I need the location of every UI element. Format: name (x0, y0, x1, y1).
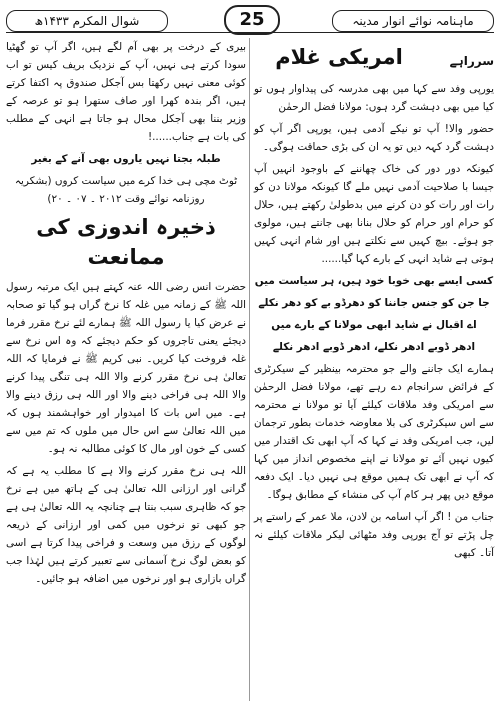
paragraph: یورپی وفد سے کہا میں بھی مدرسہ کی پیداوار ہوں تو کیا میں بھی دہشت گرد ہوں: مولانا فضل الرحمٰن (254, 83, 494, 113)
left-column (6, 38, 246, 701)
paragraph: حضور والا! آپ تو نیکے آدمی ہیں، یورپی اگر آپ کو دہشت گرد کہہ دیں تو یہ ان کی بڑی حماقت ہوگی۔ (254, 123, 494, 153)
paragraph: ہمارے ایک جاننے والے جو محترمہ بینظیر کے سیکرٹری کے فرائض سرانجام دے رہے تھے، مولانا فضل الرحمٰن سے امریکی وفد ملاقات کیلئے آیا تو مولانا نے محترمہ سے اس سیکرٹری کی بلا معاوضہ خدمات بطور ترجمان لیں، جب امریکی وفد نے کہا کہ آپ ابھی تک اقتدار میں کیوں نہیں آئے تو مولانا نے اپنے مخصوص انداز میں کہا کہ آپ نے ابھی تک ہمیں موقع ہی نہیں دیا۔ ایک دفعہ موقع دیں پھر ہر کام آپ کی منشاء کے مطابق ہوگا۔ (254, 363, 494, 501)
source-credit: ٹوٹ مچی ہی خدا کرے میں سیاست کروں (بشکریہ روزنامہ نوائے وقت ۲۰۱۲ ۔ ۰۷ ۔ ۲۰) (14, 175, 238, 205)
magazine-name: ماہنامہ نوائے انوار مدینہ (332, 10, 494, 32)
page-header (6, 4, 494, 34)
column-tag: سرراہے (449, 54, 494, 68)
right-column (254, 38, 494, 701)
verse-line: کسی ایسے بھی خوبا خود ہیں، ہر سیاست میں (254, 275, 494, 287)
article-title: امریکی غلام (275, 45, 403, 69)
paragraph: اللہ ہی نرخ مقرر کرنے والا ہے کا مطلب یہ ہے کہ گرانی اور ارزانی اللہ تعالیٰ ہی کے ہاتھ میں ہے نرخ جو کہ ظاہری سبب بنتا ہے چنانچہ یہ اللہ تعالیٰ ہی ہے جو کبھی تو نرخوں میں کمی اور ارزانی کے ذریعہ لوگوں کے رزق میں وسعت و فراخی پیدا کرتا ہے اسی کو بعض لوگ نرخ آسمانی سے تعبیر کرتے ہیں لہٰذا جب گراں بازاری ہو اور نرخوں میں اضافہ ہو جائیں۔ (6, 465, 246, 585)
paragraph: بیری کے درخت پر بھی آم لگے ہیں، اگر آپ تو گھٹیا سودا کرتے ہی نہیں، آپ کے نزدیک بریف کیس تو اب کوئی معنی نہیں رکھتا بس آجکل صندوق پہ اکتفا کرتے ہیں، اگر بندہ کھرا اور صاف ستھرا ہو تو عرصہ کے وزیر بننا بھی آجکل محال ہو جاتا ہے انہی کے مطلب کی بات ہے جناب......! (6, 41, 246, 143)
paragraph: حضرت انس رضی اللہ عنہ کہتے ہیں ایک مرتبہ رسول اللہ ﷺ کے زمانہ میں غلہ کا نرخ گراں ہو گیا تو صحابہ نے عرض کیا یا رسول اللہ ﷺ ہمارے لئے نرخ مقرر فرما دیجئے یعنی تاجروں کو حکم دیجئے کہ وہ اس نرخ سے غلہ فروخت کیا کریں۔ نبی کریم ﷺ نے فرمایا کہ اللہ تعالیٰ ہی نرخ مقرر کرنے والا اللہ ہی تنگی پیدا کرنے والا اللہ ہی فراخی دینے والا اور اللہ ہی رزق دینے والا ہے۔ میں اس بات کا امیدوار اور خواہشمند ہوں کہ میں اللہ تعالیٰ سے اس حال میں ملوں کہ تم میں سے کسی کے خون اور مال کا کوئی مطالبہ نہ ہو۔ (6, 281, 246, 455)
header-rule (6, 32, 494, 33)
verse-line: اے اقبال نے شاید ابھی مولانا کے بارے میں (271, 319, 477, 331)
paragraph: جناب من ! اگر آپ اسامہ بن لادن، ملا عمر کے راستے پر چل پڑتے تو آج یورپی وفد مٹھائی لیکر ملاقات کیلئے نہ آتا۔ کبھی (254, 511, 494, 559)
column-divider (249, 38, 250, 701)
page-number: 25 (224, 5, 280, 35)
article-title: ذخیرہ اندوزی کی ممانعت (36, 215, 216, 269)
paragraph: کیونکہ دور دور کی خاک چھاننے کے باوجود انہیں آپ جیسا با صلاحیت آدمی نہیں ملے گا کیونکہ مولانا دن کو رات اور رات کو دن کرنے میں بدطولیٰ رکھتے ہیں، حلال کو حرام اور حرام کو حلال بنانا بھی جانتے ہیں، مولوی جو ہوئے۔ بیچ کہیں سے نکلتے ہیں اور شام انہی کہیں ہوتی ہے شاید انہی کے بارے کہا گیا...... (254, 163, 494, 265)
issue-date: شوال المکرم ۱۴۳۳ھ (6, 10, 168, 32)
article-heading (254, 42, 494, 74)
verse-line: طبلہ بجتا نہیں یاروں بھی آنے کے بغیر (31, 153, 221, 165)
verse-line: جا جن کو جنس جاننا کو دھرڈو بے کو دھر نکلے (258, 297, 490, 309)
verse-line: ادھر ڈوبے ادھر نکلے، ادھر ڈوبے ادھر نکلے (272, 341, 476, 353)
